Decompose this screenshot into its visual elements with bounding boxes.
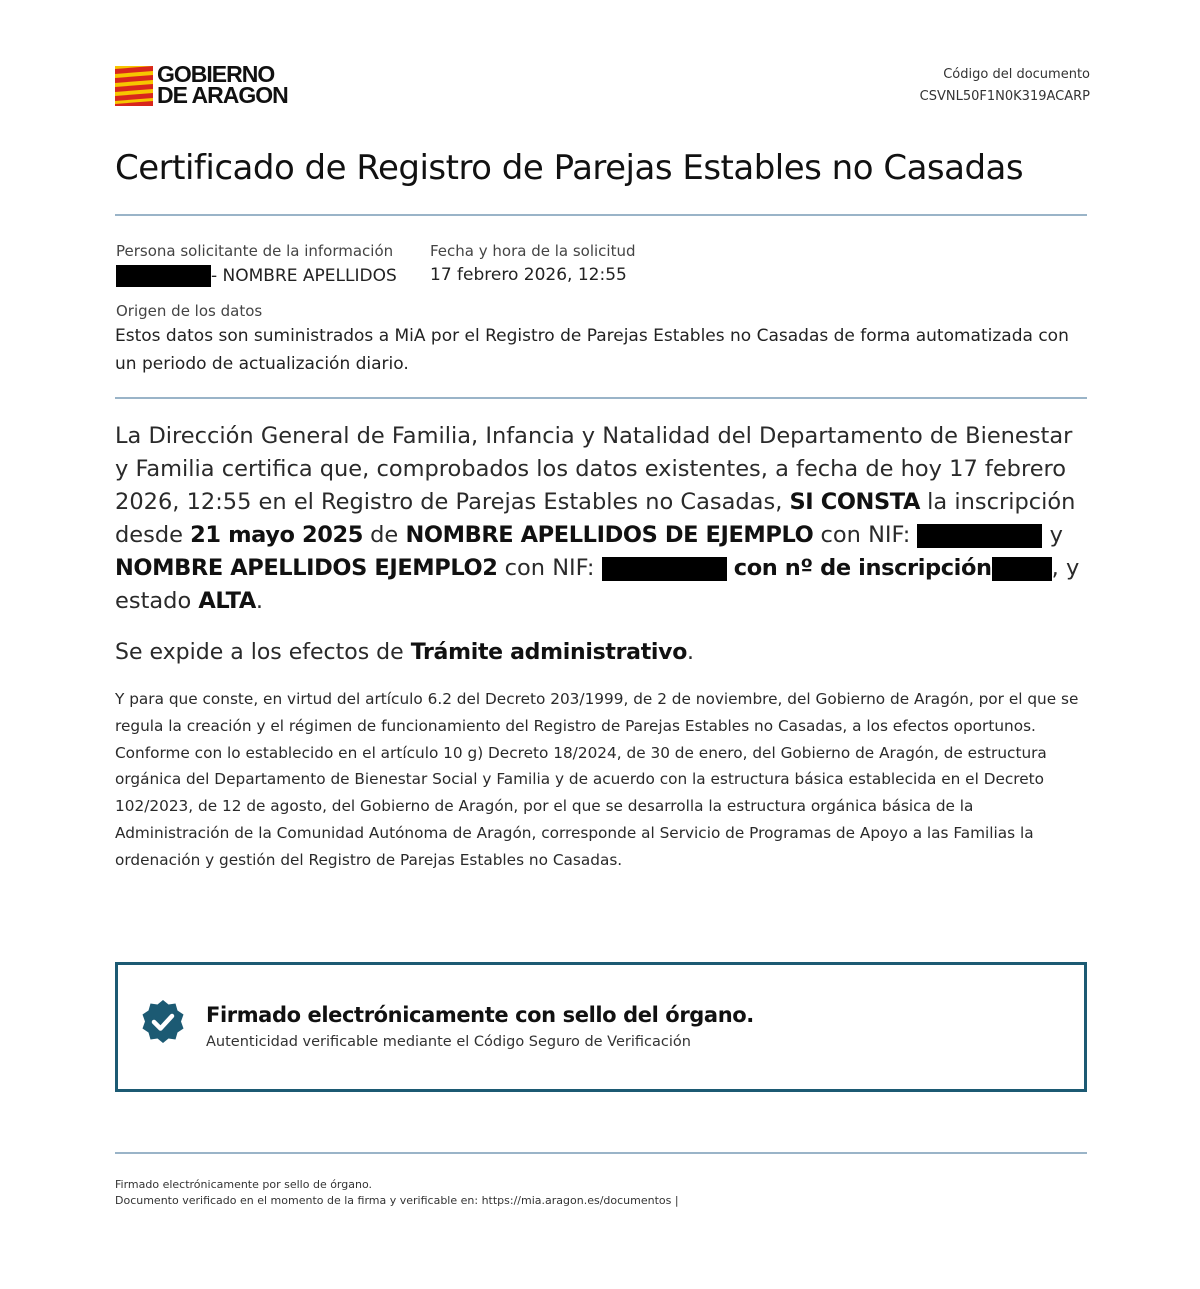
legal-text bbox=[115, 686, 1090, 874]
certification-statement: La Dirección General de Familia, Infancia y Natalidad del Departamento de Bienestar y Familia certifica que, comprobados los datos existentes, a fecha de hoy 17 febrero 2026, 12:55 en el Registro de Parejas Estables no Casadas, SI CONSTA la inscripción desde 21 mayo 2025 de NOMBRE APELLIDOS DE EJEMPLO con NIF: y NOMBRE APELLIDOS EJEMPLO2 con NIF: con nº de inscripción , y estado ALTA. bbox=[115, 423, 1080, 614]
page-title: Certificado de Registro de Parejas Estables no Casadas bbox=[115, 148, 1024, 188]
verified-badge-icon bbox=[140, 999, 186, 1045]
logo-wordmark: GOBIERNO DE ARAGON bbox=[157, 61, 288, 108]
redacted-inscription-number bbox=[992, 557, 1052, 581]
divider bbox=[115, 1152, 1087, 1154]
partner-1-name: NOMBRE APELLIDOS DE EJEMPLO bbox=[405, 522, 814, 548]
signature-title: Firmado electrónicamente con sello del órgano. bbox=[206, 1003, 754, 1027]
origin-label: Origen de los datos bbox=[116, 302, 263, 320]
aragon-flag-icon bbox=[115, 66, 153, 106]
legal-paragraph: Y para que conste, en virtud del artículo 6.2 del Decreto 203/1999, de 2 de noviembre, del Gobierno de Aragón, por el que se regula la creación y el régimen de funcionamiento del Registro de Parejas Estables no Casadas, a los efectos oportunos. bbox=[115, 690, 1079, 735]
inscription-date: 21 mayo 2025 bbox=[190, 522, 363, 548]
request-date-label: Fecha y hora de la solicitud bbox=[430, 242, 636, 260]
footer-line: Documento verificado en el momento de la firma y verificable en: https://mia.aragon.es/documentos | bbox=[115, 1194, 679, 1207]
document-code-value: CSVNL50F1N0K319ACARP bbox=[919, 89, 1090, 104]
document-code-label: Código del documento bbox=[943, 67, 1090, 82]
purpose: Trámite administrativo bbox=[410, 640, 688, 665]
redacted-nif-2 bbox=[602, 557, 727, 581]
partner-2-name: NOMBRE APELLIDOS EJEMPLO2 bbox=[115, 555, 498, 581]
electronic-signature-box bbox=[115, 962, 1087, 1092]
footer bbox=[115, 1177, 679, 1209]
divider bbox=[115, 214, 1087, 216]
registration-state: ALTA bbox=[198, 588, 256, 614]
inscription-label: con nº de inscripción bbox=[733, 555, 992, 581]
gobierno-aragon-logo bbox=[115, 61, 305, 110]
document-code bbox=[920, 64, 1090, 108]
status-phrase: SI CONSTA bbox=[789, 489, 920, 515]
requester-value: - NOMBRE APELLIDOS bbox=[116, 265, 397, 287]
origin-text: Estos datos son suministrados a MiA por el Registro de Parejas Estables no Casadas de forma automatizada con un periodo de actualización diario. bbox=[115, 326, 1069, 374]
divider bbox=[115, 397, 1087, 399]
request-date-value: 17 febrero 2026, 12:55 bbox=[430, 265, 627, 285]
requester-label: Persona solicitante de la información bbox=[116, 242, 394, 260]
signature-subtitle: Autenticidad verificable mediante el Código Seguro de Verificación bbox=[206, 1034, 691, 1050]
purpose-statement: Se expide a los efectos de Trámite administrativo. bbox=[115, 640, 695, 665]
legal-paragraph: Conforme con lo establecido en el artículo 10 g) Decreto 18/2024, de 30 de enero, del Gobierno de Aragón, de estructura orgánica del Departamento de Bienestar Social y Familia y de acuerdo con la estructura básica establecida en el Decreto 102/2023, de 12 de agosto, del Gobierno de Aragón, por el que se desarrolla la estructura orgánica básica de la Administración de la Comunidad Autónoma de Aragón, corresponde al Servicio de Programas de Apoyo a las Familias la ordenación y gestión del Registro de Parejas Estables no Casadas. bbox=[115, 743, 1047, 869]
redacted-id bbox=[116, 265, 211, 287]
footer-line: Firmado electrónicamente por sello de órgano. bbox=[115, 1178, 372, 1191]
redacted-nif-1 bbox=[917, 524, 1042, 548]
